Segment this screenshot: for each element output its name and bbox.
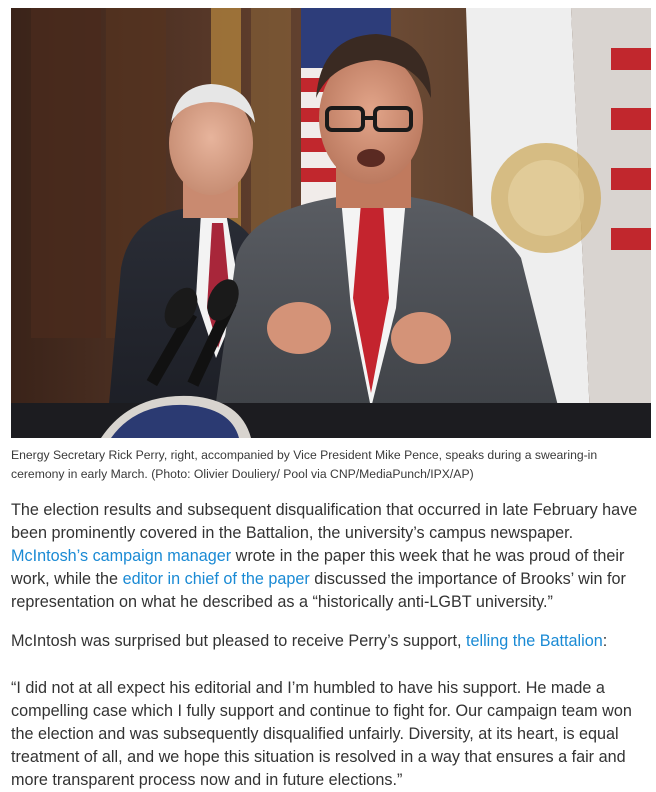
paragraph-text: The election results and subsequent disqualification that occurred in late February have been prominently covered in the Battalion, the university’s campus newspaper. (11, 501, 638, 542)
press-photo-illustration (11, 8, 651, 438)
paragraph-text: wrote in the paper this week that he was proud of their work, while the (11, 547, 625, 588)
paragraph-text: discussed the importance of Brooks’ win for representation on what he described as a “historically anti-LGBT university.” (11, 570, 626, 611)
editor-in-chief-link[interactable]: editor in chief of the paper (122, 570, 310, 588)
photo-caption: Energy Secretary Rick Perry, right, accompanied by Vice President Mike Pence, speaks during a swearing-in ceremony in early March. (Photo: Olivier Douliery/ Pool via CNP/MediaPunch/IPX/AP) (11, 448, 598, 481)
telling-the-battalion-link[interactable]: telling the Battalion (465, 632, 603, 650)
paragraph-text: McIntosh was surprised but pleased to receive Perry’s support, (11, 632, 466, 650)
paragraph-text: : (602, 632, 608, 650)
article-paragraph-2 (11, 630, 651, 653)
campaign-manager-link[interactable]: McIntosh’s campaign manager (11, 547, 232, 565)
article-quote-paragraph: “I did not at all expect his editorial and I’m humbled to have his support. He made a compelling case which I fully support and continue to fight for. Our campaign team won the election and was subsequently disqualified unfairly. Diversity, at its heart, is equal treatment of all, and we hope this situation is resolved in a way that ensures a fair and more transparent process now and in future elections.” (11, 679, 632, 789)
article-photo (11, 8, 651, 438)
article-paragraph-1 (11, 499, 651, 614)
